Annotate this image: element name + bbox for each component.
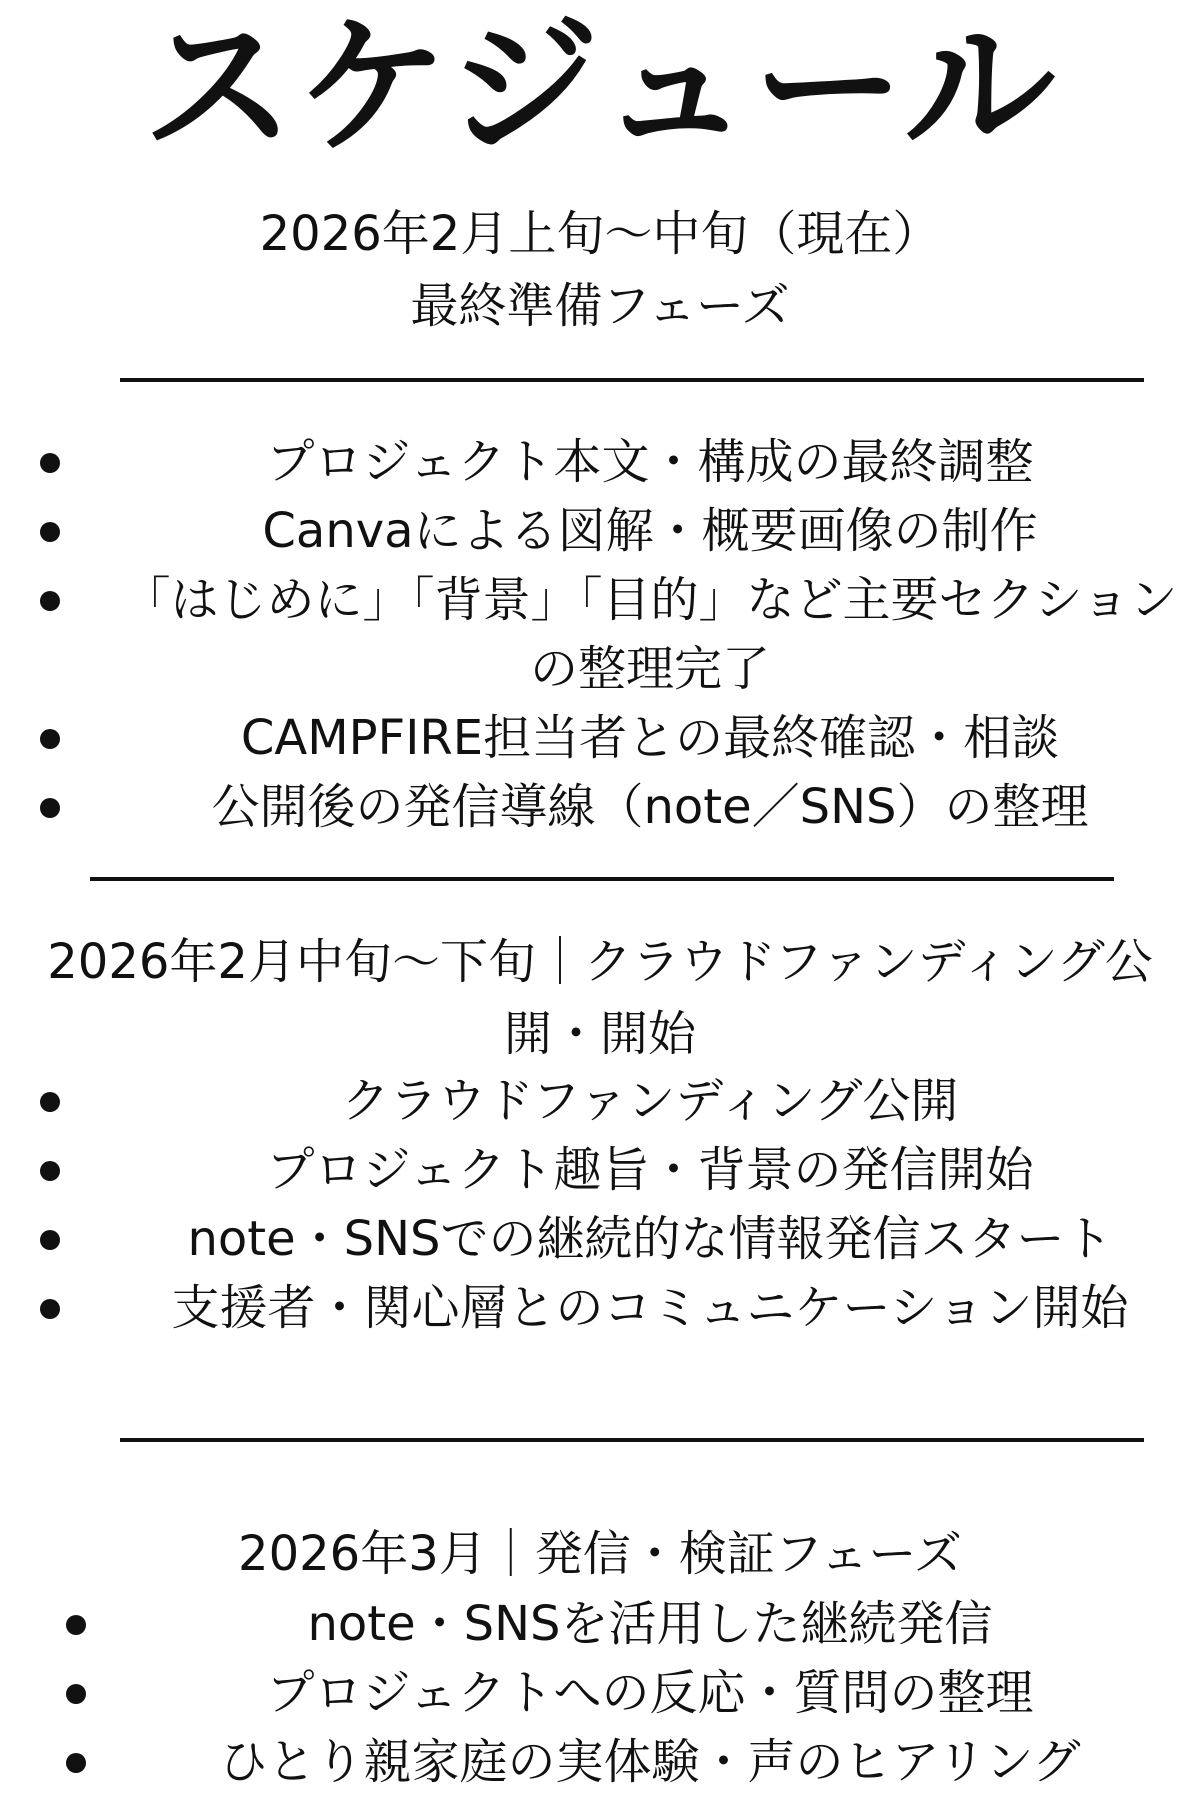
divider-3 xyxy=(120,1438,1144,1442)
bullet-icon xyxy=(40,1161,60,1181)
list-item: ひとり親家庭の実体験・声のヒアリング xyxy=(0,1728,1200,1797)
bullet-icon xyxy=(66,1753,86,1773)
section-3-list xyxy=(0,1590,1200,1797)
bullet-icon xyxy=(66,1615,86,1635)
page-title: スケジュール xyxy=(142,0,1058,176)
section-1-heading-line-2: 最終準備フェーズ xyxy=(410,278,790,334)
list-item: 公開後の発信導線（note／SNS）の整理 xyxy=(0,773,1200,842)
list-item: プロジェクトへの反応・質問の整理 xyxy=(0,1659,1200,1728)
section-3-heading: 2026年3月｜発信・検証フェーズ xyxy=(238,1526,962,1582)
section-2-heading: 2026年2月中旬〜下旬｜クラウドファンディング公開・開始 xyxy=(47,934,1153,1062)
list-item: note・SNSでの継続的な情報発信スタート xyxy=(0,1205,1200,1274)
bullet-icon xyxy=(40,798,60,818)
bullet-icon xyxy=(40,1299,60,1319)
list-item: プロジェクト本文・構成の最終調整 xyxy=(0,428,1200,497)
section-1-list xyxy=(0,428,1200,842)
list-item: Canvaによる図解・概要画像の制作 xyxy=(0,497,1200,566)
list-item: 「はじめに」「背景」「目的」など主要セクションの整理完了 xyxy=(0,566,1200,704)
divider-1 xyxy=(120,378,1144,382)
divider-2 xyxy=(90,877,1114,881)
list-item: プロジェクト趣旨・背景の発信開始 xyxy=(0,1136,1200,1205)
bullet-icon xyxy=(40,453,60,473)
section-1-heading-line-1: 2026年2月上旬〜中旬（現在） xyxy=(259,206,941,262)
list-item: 支援者・関心層とのコミュニケーション開始 xyxy=(0,1274,1200,1343)
bullet-icon xyxy=(40,1092,60,1112)
bullet-icon xyxy=(40,522,60,542)
list-item: CAMPFIRE担当者との最終確認・相談 xyxy=(0,704,1200,773)
list-item: クラウドファンディング公開 xyxy=(0,1067,1200,1136)
bullet-icon xyxy=(40,591,60,611)
bullet-icon xyxy=(40,729,60,749)
section-2-list xyxy=(0,1067,1200,1343)
bullet-icon xyxy=(66,1684,86,1704)
list-item: note・SNSを活用した継続発信 xyxy=(0,1590,1200,1659)
bullet-icon xyxy=(40,1230,60,1250)
